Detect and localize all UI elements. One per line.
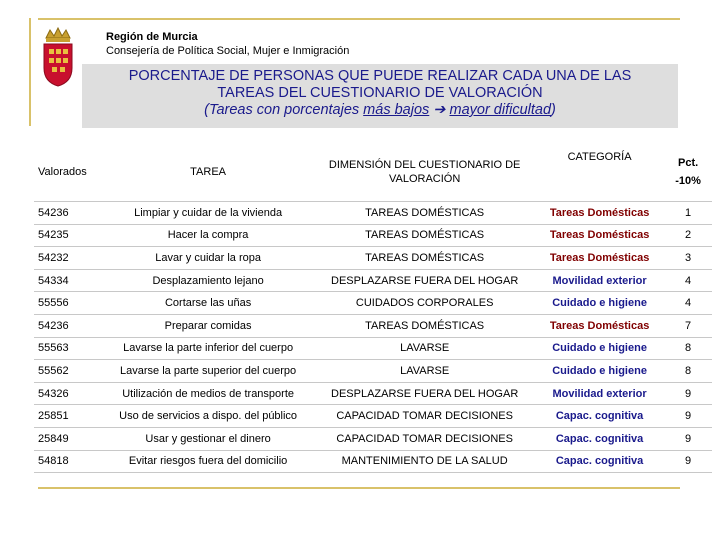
cell-valorados: 54236 [34,202,102,225]
cell-tarea: Lavarse la parte inferior del cuerpo [102,337,315,360]
cell-valorados: 54818 [34,450,102,473]
cell-valorados: 25849 [34,427,102,450]
subtitle-underlined-2: mayor dificultad [449,102,552,118]
cell-pct: 9 [664,450,712,473]
cell-tarea: Lavar y cuidar la ropa [102,247,315,270]
cell-valorados: 54326 [34,382,102,405]
cell-tarea: Hacer la compra [102,224,315,247]
table-row [34,202,712,225]
cell-valorados: 54334 [34,269,102,292]
cell-valorados: 55563 [34,337,102,360]
cell-tarea: Evitar riesgos fuera del domicilio [102,450,315,473]
header-pct-line1: Pct. [678,157,699,169]
cell-pct: 9 [664,405,712,428]
banner-subtitle [82,102,678,119]
cell-dimension: CUIDADOS CORPORALES [314,292,535,315]
cell-valorados: 54232 [34,247,102,270]
cell-pct: 2 [664,224,712,247]
banner-line-2: TAREAS DEL CUESTIONARIO DE VALORACIÓN [217,85,543,101]
cell-dimension: TAREAS DOMÉSTICAS [314,224,535,247]
cell-pct: 1 [664,202,712,225]
table-row [34,337,712,360]
subtitle-underlined-1: más bajos [363,102,430,118]
cell-dimension: DESPLAZARSE FUERA DEL HOGAR [314,269,535,292]
header-categoria: CATEGORÍA [535,143,664,202]
table-row [34,405,712,428]
cell-valorados: 25851 [34,405,102,428]
cell-categoria: Capac. cognitiva [535,450,664,473]
frame-left-rule [29,18,31,126]
table-row [34,427,712,450]
cell-categoria: Tareas Domésticas [535,314,664,337]
cell-categoria: Tareas Domésticas [535,247,664,270]
cell-dimension: CAPACIDAD TOMAR DECISIONES [314,427,535,450]
header-valorados: Valorados [34,143,102,202]
header-pct [664,143,712,202]
cell-dimension: LAVARSE [314,360,535,383]
cell-dimension: LAVARSE [314,337,535,360]
table-row [34,382,712,405]
header-pct-line2: -10% [675,175,701,187]
table-row [34,360,712,383]
cell-pct: 9 [664,427,712,450]
table-row [34,247,712,270]
cell-categoria: Capac. cognitiva [535,427,664,450]
title-banner [82,64,678,128]
cell-dimension: TAREAS DOMÉSTICAS [314,314,535,337]
cell-pct: 8 [664,337,712,360]
frame-top-rule [38,18,680,20]
banner-line-1: PORCENTAJE DE PERSONAS QUE PUEDE REALIZAR CADA UNA DE LAS [128,68,632,84]
cell-pct: 8 [664,360,712,383]
cell-tarea: Usar y gestionar el dinero [102,427,315,450]
cell-categoria: Movilidad exterior [535,382,664,405]
cell-categoria: Tareas Domésticas [535,224,664,247]
table-row [34,269,712,292]
cell-tarea: Uso de servicios a dispo. del público [102,405,315,428]
cell-pct: 3 [664,247,712,270]
org-name: Región de Murcia [106,31,198,43]
header-tarea: TAREA [102,143,315,202]
cell-pct: 4 [664,269,712,292]
cell-valorados: 54235 [34,224,102,247]
cell-categoria: Capac. cognitiva [535,405,664,428]
tasks-table [34,143,712,473]
table-header-row [34,143,712,202]
subtitle-prefix: (Tareas con porcentajes [204,102,364,118]
cell-categoria: Cuidado e higiene [535,337,664,360]
org-department: Consejería de Política Social, Mujer e Inmigración [106,45,350,57]
table-row [34,450,712,473]
frame-bottom-rule [38,487,680,489]
cell-tarea: Preparar comidas [102,314,315,337]
cell-categoria: Cuidado e higiene [535,292,664,315]
arrow-right-icon: ➔ [433,102,446,118]
cell-tarea: Desplazamiento lejano [102,269,315,292]
cell-dimension: TAREAS DOMÉSTICAS [314,247,535,270]
table-row [34,292,712,315]
table-row [34,314,712,337]
cell-valorados: 55562 [34,360,102,383]
table-row [34,224,712,247]
subtitle-suffix: ) [551,102,556,118]
cell-dimension: MANTENIMIENTO DE LA SALUD [314,450,535,473]
cell-pct: 7 [664,314,712,337]
cell-tarea: Lavarse la parte superior del cuerpo [102,360,315,383]
cell-pct: 9 [664,382,712,405]
cell-pct: 4 [664,292,712,315]
cell-tarea: Cortarse las uñas [102,292,315,315]
cell-categoria: Cuidado e higiene [535,360,664,383]
region-crest-logo [40,24,76,88]
header-dimension: DIMENSIÓN DEL CUESTIONARIO DE VALORACIÓN [314,143,535,202]
cell-tarea: Utilización de medios de transporte [102,382,315,405]
cell-dimension: TAREAS DOMÉSTICAS [314,202,535,225]
cell-valorados: 54236 [34,314,102,337]
cell-categoria: Movilidad exterior [535,269,664,292]
organization-header [106,30,349,58]
cell-dimension: CAPACIDAD TOMAR DECISIONES [314,405,535,428]
cell-dimension: DESPLAZARSE FUERA DEL HOGAR [314,382,535,405]
cell-categoria: Tareas Domésticas [535,202,664,225]
cell-valorados: 55556 [34,292,102,315]
cell-tarea: Limpiar y cuidar de la vivienda [102,202,315,225]
